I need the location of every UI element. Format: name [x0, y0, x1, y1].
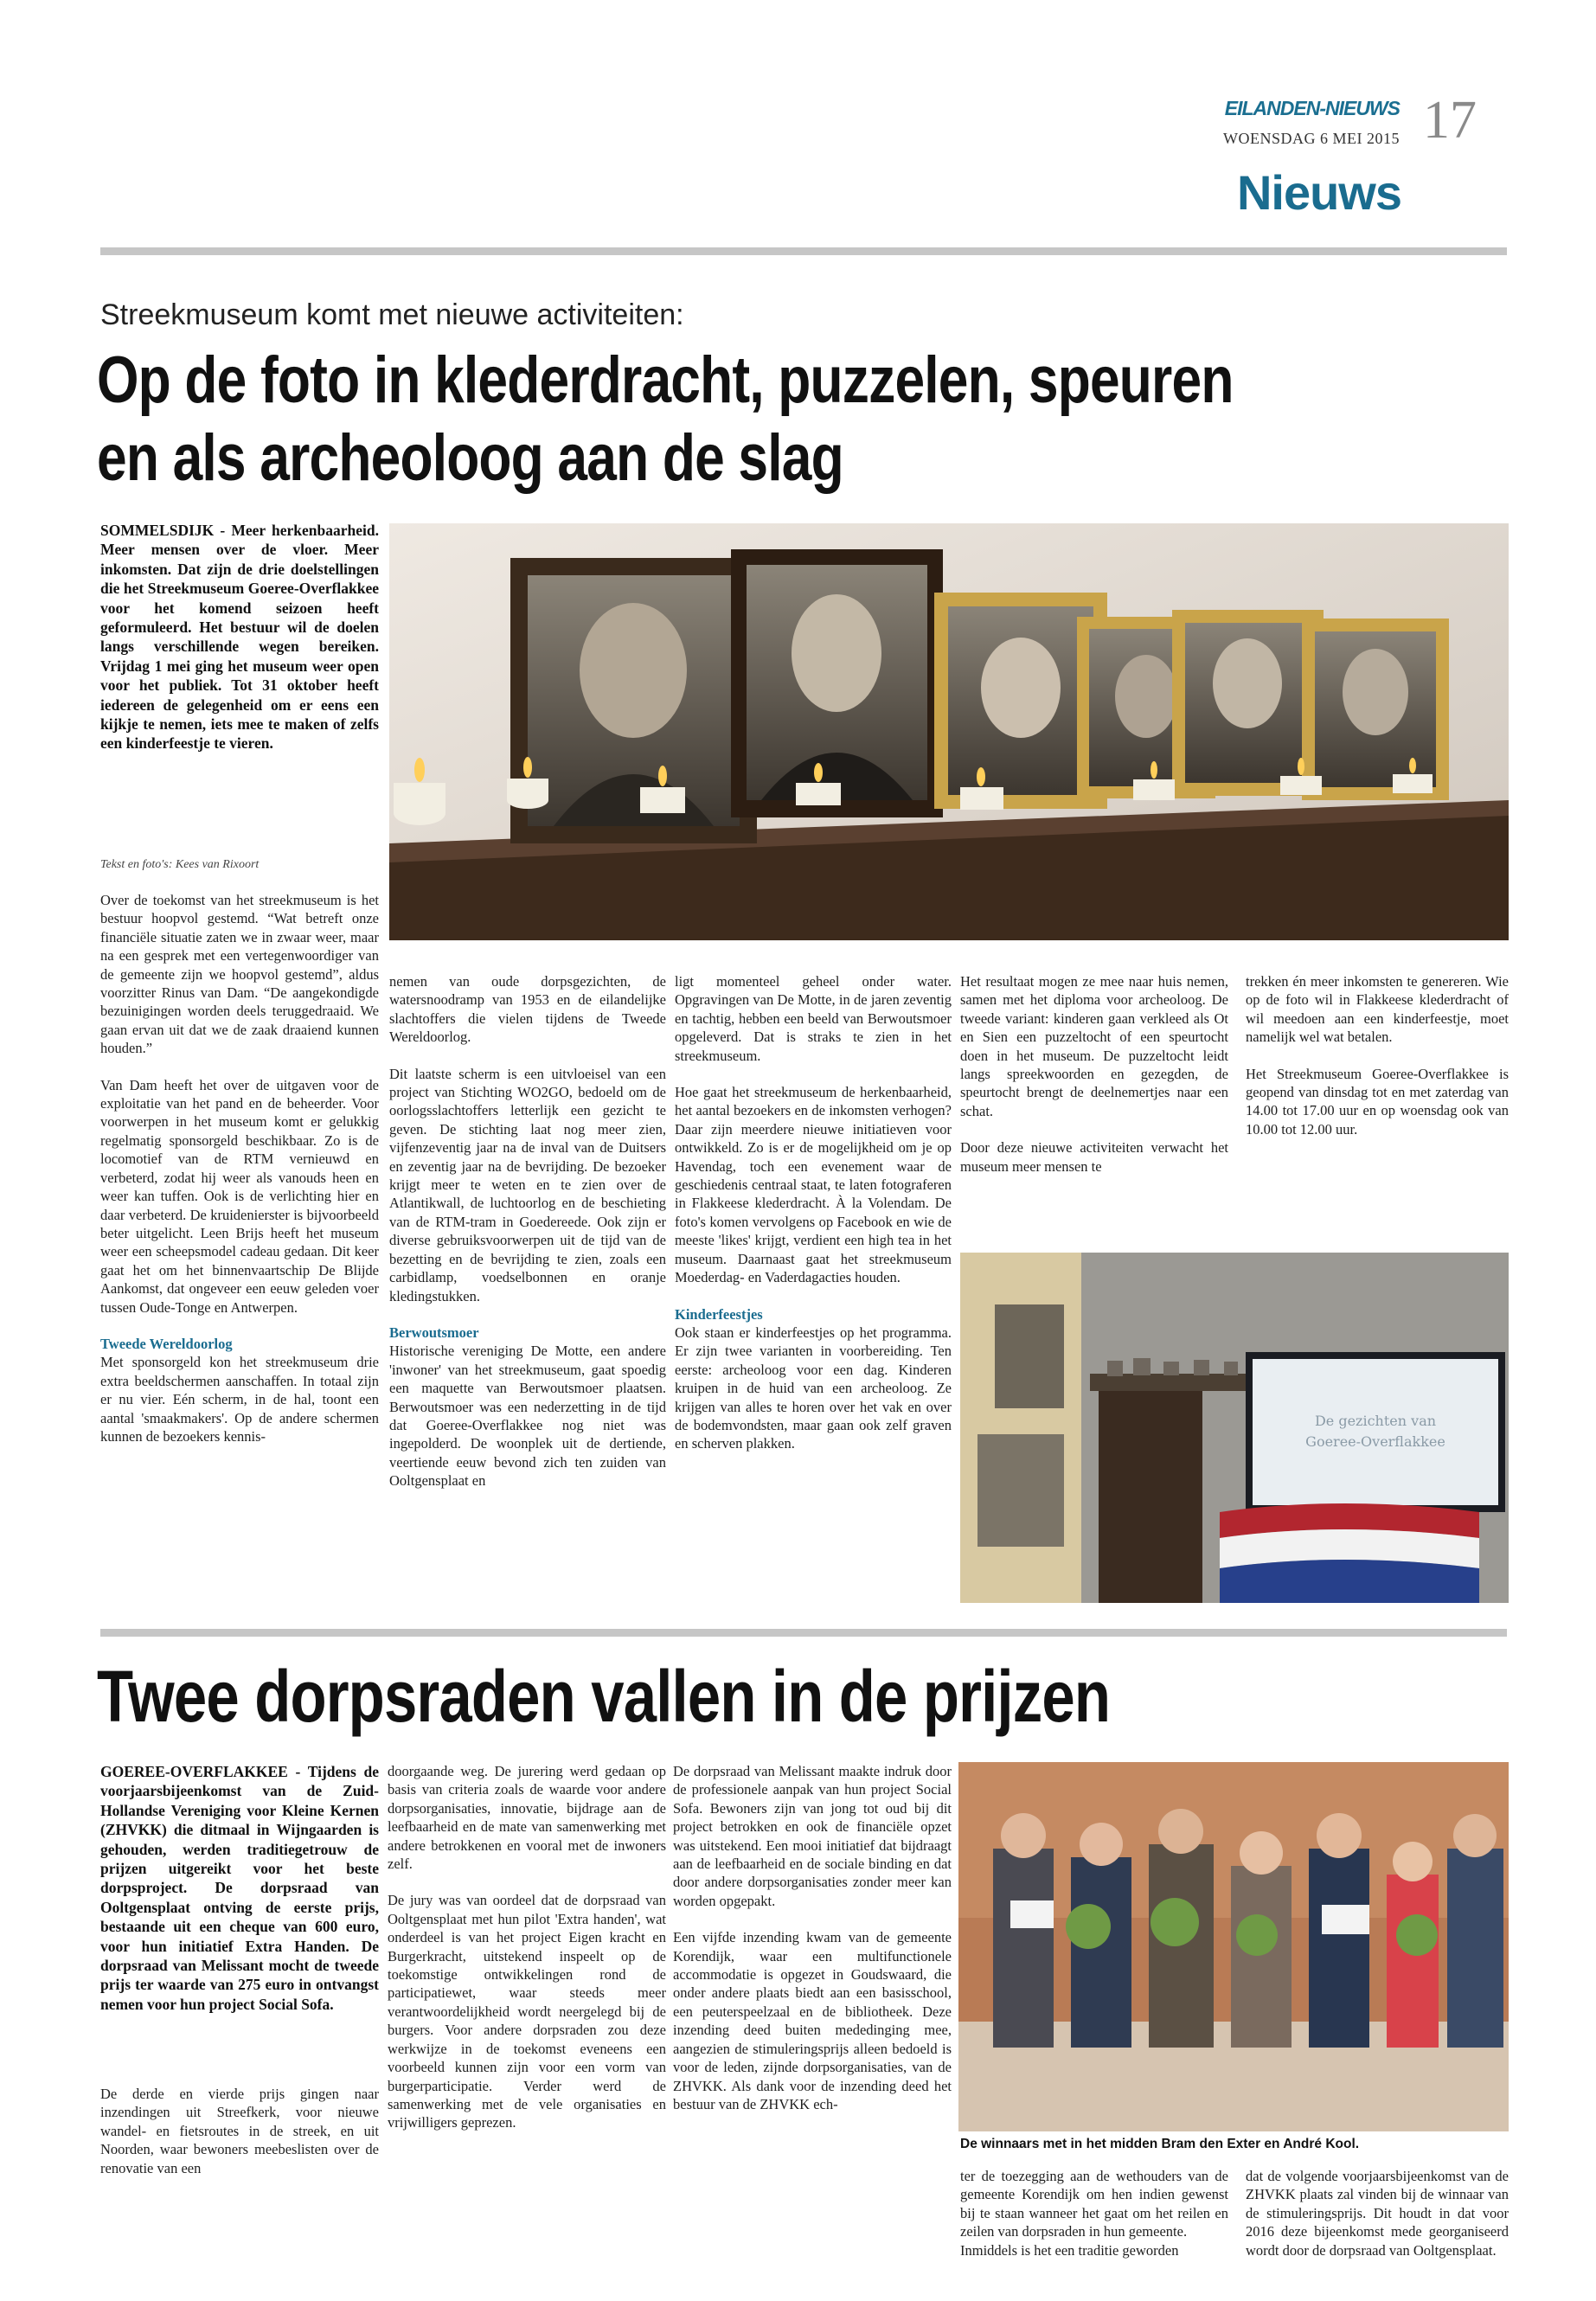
article2-lead: GOEREE-OVERFLAKKEE - Tijdens de voorjaarsbijeenkomst van de Zuid-Hollandse Vereniging voor Kleine Kernen (ZHVKK) die ditmaal in Wijngaarden is gehouden, werden traditiegetrouw de prijzen uitgereikt voor het beste dorpsproject. De dorpsraad van Ooltgensplaat ontving de eerste prijs, bestaande uit een cheque van 600 euro, voor hun initiatief Extra Handen. De dorpsraad van Melissant mocht de tweede prijs ter waarde van 275 euro in ontvangst nemen voor hun project Social Sofa.: [100, 1763, 379, 2013]
article2-column-3: [673, 1762, 952, 2131]
mid-divider: [100, 1629, 1507, 1637]
article1-column-5: [1246, 972, 1509, 1157]
screen-text-1: De gezichten van: [1314, 1413, 1437, 1429]
subheading-tweede-wereldoorlog: Tweede Wereldoorlog: [100, 1335, 233, 1352]
section-title: Nieuws: [1236, 165, 1401, 220]
article1-column-2: [389, 972, 666, 1490]
portrait-2: [731, 549, 943, 817]
article1-kicker: Streekmuseum komt met nieuwe activiteiten:: [100, 298, 684, 331]
article2-column-4: [960, 2167, 1228, 2278]
paragraph: De jury was van oordeel dat de dorpsraad van Ooltgensplaat met hun pilot 'Extra handen', wat onderdeel is van het project Eigen kracht en Burgerkracht, uitstekend inspeelt op de toekomstige ontwikkelingen rond de participatiewet, waar steeds meer verantwoordelijkheid wordt neergelegd bij de burgers. Voor andere dorpsraden zou deze werkwijze in de toekomst eveneens een voorbeeld kunnen zijn voor een vorm van burgerparticipatie. Verder werd de samenwerking met de vele organisaties en vrijwilligers geprezen.: [388, 1892, 666, 2131]
paragraph: Ook staan er kinderfeestjes op het programma. Er zijn twee varianten in voorbereiding. Ten eerste: archeoloog voor een dag. Kinderen kruipen in de huid van een archeoloog. Ze krijgen van alles te horen over het vak en over de bodemvondsten, maar gaan ook zelf graven en scherven plakken.: [675, 1324, 952, 1452]
article2-column-5: [1246, 2167, 1509, 2278]
article1-credit: Tekst en foto's: Kees van Rixoort: [100, 858, 260, 871]
screen-text-2: Goeree-Overflakkee: [1305, 1433, 1445, 1450]
article1-column-1: [100, 891, 379, 1445]
paragraph: Door deze nieuwe activiteiten verwacht het museum meer mensen te: [960, 1139, 1228, 1175]
paragraph: nemen van oude dorpsgezichten, de watersnoodramp van 1953 en de eilandelijke slachtoffers die vielen tijdens de Tweede Wereldoorlog.: [389, 973, 666, 1046]
subheading-kinderfeestjes: Kinderfeestjes: [675, 1305, 763, 1323]
masthead-brand: EILANDEN-NIEUWS: [1224, 97, 1400, 119]
winners-caption: De winnaars met in het midden Bram den Exter en André Kool.: [960, 2137, 1360, 2151]
masthead-date: WOENSDAG 6 MEI 2015: [1223, 130, 1400, 147]
paragraph: Met sponsorgeld kon het streekmuseum drie extra beeldschermen aanschaffen. In totaal zijn er nu vier. Eén scherm, in de hal, toont een aantal 'smaakmakers'. Op de andere schermen kunnen de bezoekers kennis-: [100, 1354, 379, 1445]
paragraph: Het Streekmuseum Goeree-Overflakkee is geopend van dinsdag tot en met zaterdag van 14.00 tot 17.00 uur en op woensdag ook van 10.00 tot 12.00 uur.: [1246, 1065, 1509, 1138]
paragraph: Dit laatste scherm is een uitvloeisel van een project van Stichting WO2GO, bedoeld om de oorlogsslachtoffers letterlijk een gezicht te geven. De stichting laat nog meer zien, vijfenzeventig jaar na de inval van de Duitsers en zeventig jaar na de bevrijding. De bezoeker krijgt meer te weten en te zien over de Atlantikwall, de luchtoorlog en de beschieting van de RTM-tram in Goedereede. Ook zijn er diverse gebruiksvoorwerpen uit de tijd van de bezetting en de bevrijding te zien, zoals een carbidlamp, voedselbonnen en oranje kledingstukken.: [389, 1065, 666, 1304]
museum-room-illustration: [960, 1253, 1509, 1603]
article1-column-3: [675, 972, 952, 1453]
paragraph: dat de volgende voorjaarsbijeenkomst van de ZHVKK plaats zal vinden bij de winnaar van de stimuleringsprijs. Dit houdt in dat voor 2016 deze bijeenkomst mede georganiseerd wordt door de dorpsraad van Ooltgensplaat.: [1246, 2168, 1509, 2259]
article1-headline: Op de foto in klederdracht, puzzelen, speuren en als archeoloog aan de slag: [97, 343, 1234, 495]
paragraph: De dorpsraad van Melissant maakte indruk door de professionele aanpak van hun project Social Sofa. Bewoners zijn van jong tot oud bij dit project betrokken en ook de financiële opzet was uitstekend. Een mooi initiatief dat bijdraagt aan de leefbaarheid en de sociale binding en dat door andere dorpsorganisaties zonder meer kan worden opgepakt.: [673, 1763, 952, 1909]
winners-illustration: [958, 1762, 1509, 2131]
paragraph: Het resultaat mogen ze mee naar huis nemen, samen met het diploma voor archeoloog. De tweede variant: kinderen gaan verkleed als Ot en Sien een puzzeltocht of een speurtocht doen in het museum. De puzzeltocht leidt langs spreekwoorden en gezegden, de speurtocht brengt de deelnemertjes naar een schat.: [960, 973, 1228, 1119]
paragraph: doorgaande weg. De jurering werd gedaan op basis van criteria zoals de waarde voor andere dorpsorganisaties, innovatie, bijdrage aan de leefbaarheid en de mate van samenwerking met andere betrokkenen en vooral met de inwoners zelf.: [388, 1763, 666, 1873]
paragraph: Een vijfde inzending kwam van de gemeente Korendijk, waar een multifunctionele accommodatie is opgezet in Goudswaard, die onder andere plaats biedt aan een basisschool, een peuterspeelzaal en de bibliotheek. Deze inzending deed buiten mededinging mee, aangezien de stimuleringsprijs alleen bedoeld is voor de leden, zijnde dorpsorganisaties, van de ZHVKK. Als dank voor de inzending deed het bestuur van de ZHVKK ech-: [673, 1929, 952, 2112]
paragraph: Hoe gaat het streekmuseum de herkenbaarheid, het aantal bezoekers en de inkomsten verhogen? Daar zijn meerdere nieuwe initiatieven voor ontwikkeld. Zo is er de mogelijkheid om je op Havendag, toch een evenement waar de geschiedenis centraal staat, te laten fotograferen in Flakkeese klederdracht. À la Volendam. De foto's komen vervolgens op Facebook en wie de meeste 'likes' krijgt, verdient een high tea in het museum. Daarnaast gaat het streekmuseum Moederdag- en Vaderdagacties houden.: [675, 1084, 952, 1286]
paragraph: Historische vereniging De Motte, een andere 'inwoner' van het streekmuseum, gaat spoedig een maquette van Berwoutsmoer plaatsen. Berwoutsmoer was een nederzetting in de tijd dat Goeree-Overflakkee nog niet was ingepolderd. De woonplek uit de dertiende, veertiende eeuw bevond zich ten zuiden van Ooltgensplaat en: [389, 1343, 666, 1490]
portraits-illustration: [389, 523, 1509, 940]
portrait-6: [1302, 619, 1449, 800]
subheading-berwoutsmoer: Berwoutsmoer: [389, 1324, 479, 1341]
winners-photo: [958, 1762, 1509, 2131]
paragraph: trekken én meer inkomsten te genereren. Wie op de foto wil in Flakkeese klederdracht of wil meedoen aan een kinderfeestje, moet namelijk wel wat betalen.: [1246, 973, 1509, 1046]
paragraph: Van Dam heeft het over de uitgaven voor de exploitatie van het pand en de beheerder. Voor voorwerpen in het museum komt er gelukkig regelmatig sponsorgeld beschikbaar. Zo is de locomotief van de RTM vernieuwd en verbeterd, zodat hij weer als vanouds heen en weer kan tuffen. Ook is de verlichting hier en daar verbeterd. De kruidenierster is bijvoorbeeld beter uitgelicht. Leen Brijs heeft het museum weer een scheepsmodel cadeau gedaan. Dit keer gaat het om het binnenvaartschip De Blijde Aankomst, dat ongeveer een eeuw geleden voer tussen Oude-Tonge en Antwerpen.: [100, 1076, 379, 1316]
article1-column-4: [960, 972, 1228, 1194]
paragraph: ligt momenteel geheel onder water. Opgravingen van De Motte, in de jaren zeventig en tachtig, hebben een beeld van Berwoutsmoer opgeleverd. Dat is straks te zien in het streekmuseum.: [675, 973, 952, 1064]
museum-room-photo: [960, 1253, 1509, 1603]
article2-column-2: [388, 1762, 666, 2150]
article2-headline: Twee dorpsraden vallen in de prijzen: [97, 1656, 1111, 1737]
paragraph: Over de toekomst van het streekmuseum is het bestuur hoopvol gestemd. “Wat betreft onze financiële situatie zaten we in zwaar weer, maar na een gesprek met een vertegenwoordiger van de gemeente zijn we hoopvol gestemd”, aldus voorzitter Rinus van Dam. “De aangekondigde bezuinigingen worden deels teruggedraaid. We gaan ervan uit dat we de zaak draaiend kunnen houden.”: [100, 892, 379, 1057]
page-number: 17: [1423, 91, 1477, 150]
top-divider: [100, 247, 1507, 255]
article2-column-1-tail: De derde en vierde prijs gingen naar inzendingen uit Streefkerk, voor nieuwe wandel- en fietsroutes in de streek, en uit Noorden, waar bewoners meebeslisten over de renovatie van een: [100, 2086, 379, 2176]
article1-lead: SOMMELSDIJK - Meer herkenbaarheid. Meer mensen over de vloer. Meer inkomsten. Dat zijn de drie doelstellingen die het Streekmuseum Goeree-Overflakkee voor het komend seizoen heeft geformuleerd. Het bestuur wil de doelen langs verschillende wegen bereiken. Vrijdag 1 mei ging het museum weer open voor het publiek. Tot 31 oktober heeft iedereen de gelegenheid om er eens een kijkje te nemen, iets mee te maken of zelfs een kinderfeestje te vieren.: [100, 522, 379, 753]
paragraph: Inmiddels is het een traditie geworden: [960, 2241, 1179, 2259]
portraits-photo: [389, 523, 1509, 940]
paragraph: ter de toezegging aan de wethouders van de gemeente Korendijk om hen indien gewenst bij te staan wanneer het gaat om het reilen en zeilen van dorpsraden in hun gemeente.: [960, 2168, 1228, 2240]
